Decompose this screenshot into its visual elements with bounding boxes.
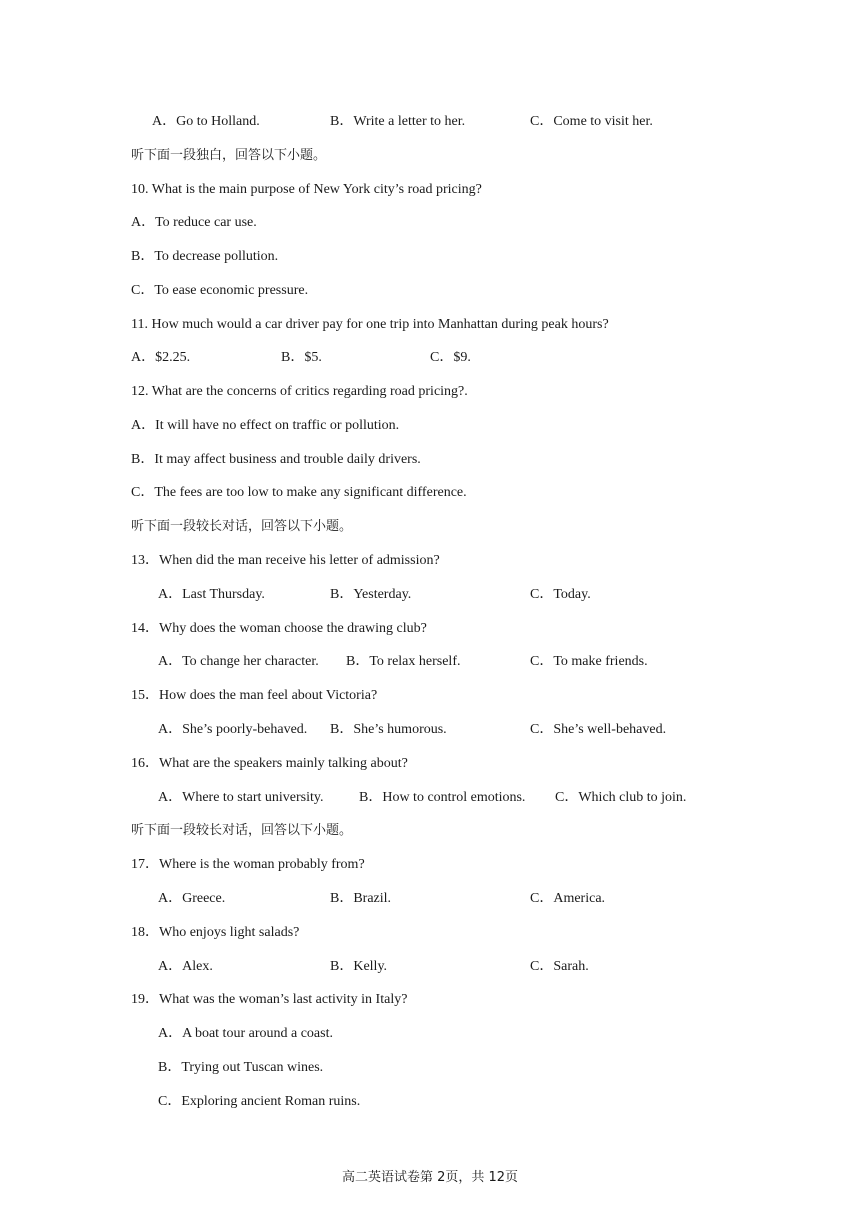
- q9-option-a: A．Go to Holland.: [152, 114, 260, 129]
- question-15: 15．How does the man feel about Victoria?: [131, 688, 378, 703]
- q12-option-b: B．It may affect business and trouble daily drivers.: [131, 452, 421, 467]
- q13-option-a: A．Last Thursday.: [158, 587, 265, 602]
- q19-option-b: B．Trying out Tuscan wines.: [158, 1060, 324, 1075]
- question-17: 17．Where is the woman probably from?: [131, 857, 365, 872]
- q10-option-b: B．To decrease pollution.: [131, 249, 279, 264]
- question-19: 19．What was the woman’s last activity in Italy?: [131, 992, 408, 1007]
- question-11: 11. How much would a car driver pay for one trip into Manhattan during peak hours?: [131, 317, 609, 332]
- q14-option-c: C．To make friends.: [530, 654, 648, 669]
- q18-option-b: B．Kelly.: [330, 959, 388, 974]
- question-16: 16．What are the speakers mainly talking about?: [131, 756, 408, 771]
- q17-option-b: B．Brazil.: [330, 891, 392, 906]
- q10-option-c: C．To ease economic pressure.: [131, 283, 309, 298]
- q17-option-c: C．America.: [530, 891, 606, 906]
- q11-option-a: A．$2.25.: [131, 350, 191, 365]
- section-instruction-dialogue-2: 听下面一段较长对话，回答以下小题。: [131, 823, 353, 838]
- question-10: 10. What is the main purpose of New York city’s road pricing?: [131, 182, 482, 197]
- q15-option-b: B．She’s humorous.: [330, 722, 447, 737]
- question-12: 12. What are the concerns of critics regarding road pricing?.: [131, 384, 468, 399]
- q19-option-a: A．A boat tour around a coast.: [158, 1026, 333, 1041]
- q15-option-c: C．She’s well-behaved.: [530, 722, 667, 737]
- page-footer: 高二英语试卷第 2页，共 12页: [341, 1170, 519, 1185]
- section-instruction-dialogue-1: 听下面一段较长对话，回答以下小题。: [131, 519, 353, 534]
- q13-option-b: B．Yesterday.: [330, 587, 412, 602]
- q14-option-a: A．To change her character.: [158, 654, 319, 669]
- q17-option-a: A．Greece.: [158, 891, 226, 906]
- q9-option-c: C．Come to visit her.: [530, 114, 653, 129]
- q15-option-a: A．She’s poorly-behaved.: [158, 722, 308, 737]
- question-14: 14．Why does the woman choose the drawing club?: [131, 621, 427, 636]
- q12-option-c: C．The fees are too low to make any significant difference.: [131, 485, 467, 500]
- q16-option-c: C．Which club to join.: [555, 790, 687, 805]
- q14-option-b: B．To relax herself.: [346, 654, 461, 669]
- question-18: 18．Who enjoys light salads?: [131, 925, 300, 940]
- q9-option-b: B．Write a letter to her.: [330, 114, 466, 129]
- q13-option-c: C．Today.: [530, 587, 591, 602]
- q11-option-b: B．$5.: [281, 350, 322, 365]
- q19-option-c: C．Exploring ancient Roman ruins.: [158, 1094, 361, 1109]
- q12-option-a: A．It will have no effect on traffic or pollution.: [131, 418, 400, 433]
- q16-option-b: B．How to control emotions.: [359, 790, 526, 805]
- section-instruction-monologue: 听下面一段独白，回答以下小题。: [131, 148, 327, 163]
- q16-option-a: A．Where to start university.: [158, 790, 324, 805]
- question-13: 13．When did the man receive his letter of admission?: [131, 553, 440, 568]
- q18-option-a: A．Alex.: [158, 959, 213, 974]
- q10-option-a: A．To reduce car use.: [131, 215, 257, 230]
- q11-option-c: C．$9.: [430, 350, 471, 365]
- q18-option-c: C．Sarah.: [530, 959, 589, 974]
